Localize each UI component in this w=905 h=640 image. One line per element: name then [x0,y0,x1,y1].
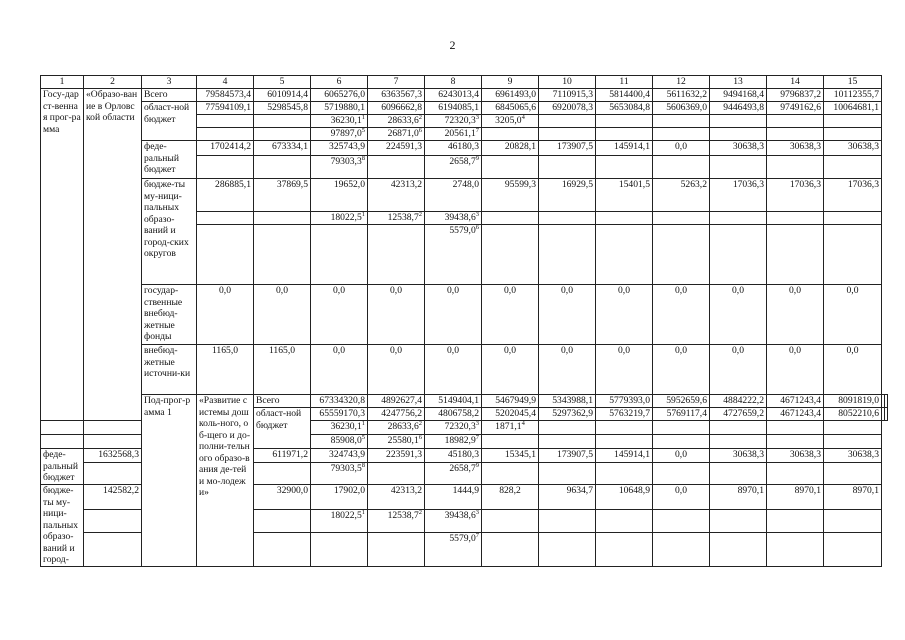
col-header: 12 [653,76,710,89]
value-cell: 673334,1 [254,141,311,156]
page-number: 2 [449,38,456,52]
value-cell: 6096662,8 [368,102,425,115]
value-cell: 0,0 [539,345,596,395]
footnote-mark: 9 [475,462,479,469]
col-header: 7 [368,76,425,89]
value-cell: 0,0 [653,285,710,345]
value-cell: 9634,7 [539,485,596,510]
value-cell: 5343988,1 [539,395,596,408]
value-cell: 6010914,4 [254,89,311,102]
value-cell [885,395,888,408]
col-header: 6 [311,76,368,89]
value-cell: 0,0 [197,285,254,345]
value-cell: 0,0 [767,345,824,395]
row-label: феде-ральный бюджет [41,449,84,485]
note-value: 79303,5 [330,463,362,474]
value-cell: 9796837,2 [767,89,824,102]
value-cell: 5779393,0 [596,395,653,408]
note-value: 1871,1 [495,421,522,432]
value-cell: 9446493,8 [710,102,767,115]
value-cell: 4806758,2 [425,408,482,421]
value-cell: 173907,5 [539,449,596,463]
value-cell: 10112355,7 [824,89,882,102]
col-header: 2 [84,76,142,89]
note-value: 72320,3 [444,115,476,126]
program-extrabudget-funds-row [41,285,888,345]
value-cell: 30638,3 [767,449,824,463]
value-cell: 6961493,0 [482,89,539,102]
header-row [41,76,888,89]
note-value: 97897,0 [330,128,362,139]
col-header: 4 [197,76,254,89]
value-cell: 324743,9 [311,449,368,463]
footnote-mark: 7 [475,127,479,134]
value-cell: 145914,1 [596,141,653,156]
value-cell: 5606369,0 [653,102,710,115]
value-cell: 6243013,4 [425,89,482,102]
col-header: 13 [710,76,767,89]
value-cell: 0,0 [596,345,653,395]
note-value: 36230,1 [330,421,362,432]
row-label: област-ной бюджет [254,408,311,449]
value-cell: 0,0 [824,285,882,345]
footnote-mark: 6 [418,127,422,134]
footnote-mark: 1 [361,509,365,516]
footnote-mark: 6 [475,224,479,231]
value-cell: 0,0 [653,485,710,510]
value-cell: 2748,0 [425,179,482,212]
footnote-mark: 1 [361,211,365,218]
value-cell: 611971,2 [254,449,311,463]
value-cell: 1165,0 [197,345,254,395]
value-cell: 10648,9 [596,485,653,510]
col-header: 15 [824,76,882,89]
value-cell: 0,0 [482,345,539,395]
note-value: 2658,7 [449,463,476,474]
row-label: област-ной бюджет [142,102,197,141]
footnote-mark: 5 [361,434,365,441]
value-cell: 173907,5 [539,141,596,156]
value-cell: 1444,9 [425,485,482,510]
value-cell: 0,0 [254,285,311,345]
value-cell: 142582,2 [84,485,142,510]
note-value: 72320,3 [444,421,476,432]
value-cell: 20828,1 [482,141,539,156]
value-cell: 46180,3 [425,141,482,156]
program-federal-row [41,141,888,156]
value-cell: 9749162,6 [767,102,824,115]
program-regional-row [41,102,888,115]
footnote-mark: 8 [361,155,365,162]
subprogram-total-row [41,395,888,408]
program-type-cell: Госу-дарст-венная прог-рамма [41,89,84,421]
footnote-mark: 3 [475,114,479,121]
value-cell: 6920078,3 [539,102,596,115]
footnote-mark: 2 [418,211,422,218]
value-cell: 30638,3 [710,141,767,156]
value-cell: 6194085,1 [425,102,482,115]
program-name-cell: «Образо-вание в Орловской области [84,89,142,421]
footnote-mark: 2 [418,420,422,427]
footnote-mark: 8 [361,462,365,469]
value-cell: 0,0 [368,285,425,345]
value-cell: 0,0 [539,285,596,345]
col-header: 1 [41,76,84,89]
note-value: 20561,1 [444,128,476,139]
note-value: 18982,9 [444,435,476,446]
note-value: 39438,6 [444,212,476,223]
value-cell [885,408,888,421]
value-cell: 0,0 [710,285,767,345]
program-municipal-row [41,179,888,212]
value-cell: 30638,3 [824,141,882,156]
value-cell: 0,0 [824,345,882,395]
value-cell: 0,0 [311,285,368,345]
value-cell: 95599,3 [482,179,539,212]
value-cell: 1632568,3 [84,449,142,463]
value-cell: 4892627,4 [368,395,425,408]
note-value: 5579,0 [449,532,476,544]
value-cell: 67334320,8 [311,395,368,408]
footnote-mark: 6 [418,434,422,441]
note-value: 18022,5 [330,509,362,521]
row-label: бюдже-ты му-ници-пальных образо-ваний и город- [41,485,84,567]
value-cell: 145914,1 [596,449,653,463]
row-label: внебюд-жетные источни-ки [142,345,197,395]
value-cell: 8052210,6 [824,408,882,421]
value-cell: 7110915,3 [539,89,596,102]
col-header: 5 [254,76,311,89]
value-cell: 17036,3 [824,179,882,212]
value-cell: 286885,1 [197,179,254,212]
value-cell: 4884222,2 [710,395,767,408]
value-cell: 5769117,4 [653,408,710,421]
value-cell: 0,0 [653,449,710,463]
col-header: 10 [539,76,596,89]
value-cell: 224591,3 [368,141,425,156]
col-header: 9 [482,76,539,89]
footnote-mark: 3 [475,211,479,218]
row-label: феде-ральный бюджет [142,141,197,179]
col-header: 3 [142,76,197,89]
value-cell: 0,0 [653,141,710,156]
value-cell: 5814400,4 [596,89,653,102]
value-cell: 0,0 [425,285,482,345]
note-value: 2658,7 [449,156,476,167]
value-cell: 65559170,3 [311,408,368,421]
value-cell: 5298545,8 [254,102,311,115]
footnote-mark: 5 [361,127,365,134]
value-cell: 15401,5 [596,179,653,212]
subprogram-name-cell: «Развитие системы дошколь-ного, об-щего и до-полни-тельного образо-вания де-тей и мо-лодежи» [197,395,254,567]
footnote-mark: 4 [521,114,525,121]
value-cell: 30638,3 [824,449,882,463]
value-cell: 16929,5 [539,179,596,212]
value-cell: 0,0 [311,345,368,395]
value-cell: 5297362,9 [539,408,596,421]
note-value: 12538,7 [387,212,419,223]
row-label: государ-ственные внебюд-жетные фонды [142,285,197,345]
value-cell: 32900,0 [254,485,311,510]
row-label: бюдже-ты му-ници-пальных образо-ваний и город-ских округов [142,179,197,285]
note-value: 39438,6 [444,509,476,521]
value-cell: 0,0 [482,285,539,345]
value-cell: 79584573,4 [197,89,254,102]
value-cell: 17902,0 [311,485,368,510]
value-cell: 0,0 [767,285,824,345]
note-value: 25580,1 [387,435,419,446]
value-cell: 223591,3 [368,449,425,463]
value-cell: 17036,3 [767,179,824,212]
value-cell: 0,0 [653,345,710,395]
value-cell: 4671243,4 [767,408,824,421]
footnote-mark: 2 [418,509,422,516]
value-cell: 1702414,2 [197,141,254,156]
value-cell: 0,0 [425,345,482,395]
value-cell: 0,0 [368,345,425,395]
value-cell: 10064681,1 [824,102,882,115]
budget-table [40,75,888,567]
program-total-row [41,89,888,102]
footnote-mark: 7 [475,532,479,539]
value-cell: 8091819,0 [824,395,882,408]
value-cell: 6363567,3 [368,89,425,102]
value-cell: 17036,3 [710,179,767,212]
col-header: 11 [596,76,653,89]
footnote-mark: 3 [475,509,479,516]
note-value: 79303,3 [330,156,362,167]
value-cell: 6845065,6 [482,102,539,115]
col-header: 8 [425,76,482,89]
row-label: Всего [254,395,311,408]
footnote-mark: 1 [361,114,365,121]
note-value: 26871,0 [387,128,419,139]
note-value: 5579,0 [449,225,476,236]
value-cell: 19652,0 [311,179,368,212]
value-cell: 8970,1 [824,485,882,510]
footnote-mark: 1 [361,420,365,427]
value-cell: 6065276,0 [311,89,368,102]
value-cell: 42313,2 [368,179,425,212]
value-cell: 9494168,4 [710,89,767,102]
value-cell: 4671243,4 [767,395,824,408]
subprogram-type-cell: Под-прог-рамма 1 [142,395,197,567]
note-value: 3205,0 [495,115,522,126]
value-cell: 0,0 [710,345,767,395]
value-cell: 828,2 [482,485,539,510]
note-value: 28633,6 [387,115,419,126]
note-value: 85908,0 [330,435,362,446]
value-cell: 5952659,6 [653,395,710,408]
value-cell: 4247756,2 [368,408,425,421]
footnote-mark: 2 [418,114,422,121]
program-extrabudget-sources-row [41,345,888,395]
value-cell: 5611632,2 [653,89,710,102]
footnote-mark: 9 [475,155,479,162]
footnote-mark: 7 [475,434,479,441]
row-label: Всего [142,89,197,102]
value-cell: 5653084,8 [596,102,653,115]
value-cell: 37869,5 [254,179,311,212]
footnote-mark: 3 [475,420,479,427]
value-cell: 1165,0 [254,345,311,395]
value-cell: 5719880,1 [311,102,368,115]
note-value: 12538,7 [387,509,419,521]
note-value: 36230,1 [330,115,362,126]
value-cell: 15345,1 [482,449,539,463]
value-cell: 5263,2 [653,179,710,212]
value-cell: 0,0 [596,285,653,345]
value-cell: 42313,2 [368,485,425,510]
value-cell: 8970,1 [710,485,767,510]
value-cell: 325743,9 [311,141,368,156]
value-cell: 5202045,4 [482,408,539,421]
value-cell: 4727659,2 [710,408,767,421]
value-cell: 45180,3 [425,449,482,463]
value-cell: 30638,3 [767,141,824,156]
value-cell: 5467949,9 [482,395,539,408]
value-cell: 5149404,1 [425,395,482,408]
value-cell: 30638,3 [710,449,767,463]
note-value: 28633,6 [387,421,419,432]
value-cell: 5763219,7 [596,408,653,421]
note-value: 18022,5 [330,212,362,223]
value-cell: 77594109,1 [197,102,254,115]
footnote-mark: 4 [521,420,525,427]
col-header: 14 [767,76,824,89]
value-cell: 8970,1 [767,485,824,510]
